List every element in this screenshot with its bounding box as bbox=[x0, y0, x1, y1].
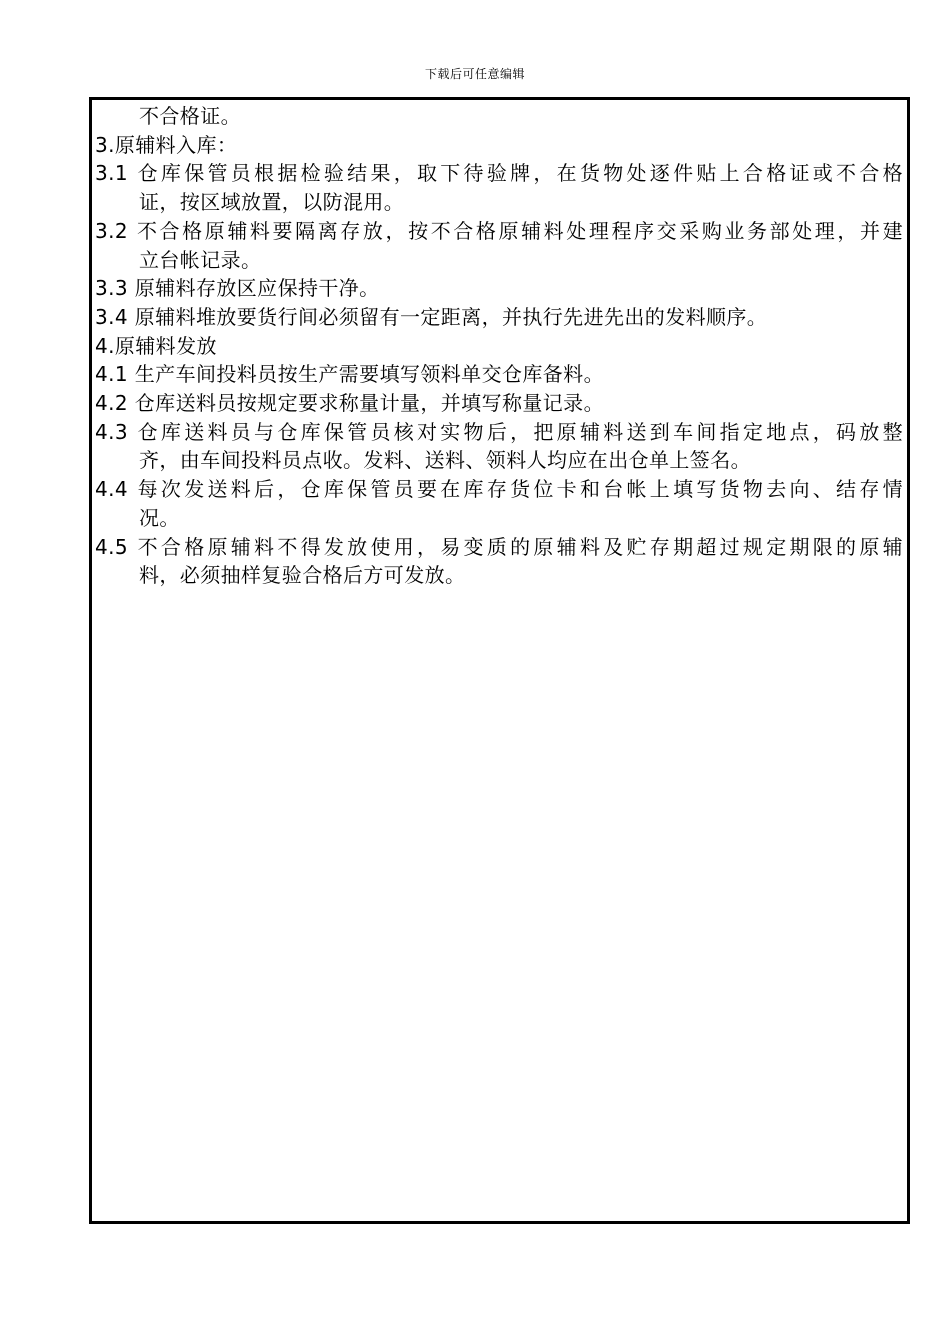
text-line: 3.4 原辅料堆放要货行间必须留有一定距离，并执行先进先出的发料顺序。 bbox=[95, 304, 768, 329]
text-line: 4.5 不合格原辅料不得发放使用，易变质的原辅料及贮存期超过规定期限的原辅 bbox=[95, 534, 903, 559]
text-line: 不合格证。 bbox=[139, 104, 241, 128]
document-body bbox=[95, 102, 903, 590]
text-line: 3.3 原辅料存放区应保持干净。 bbox=[95, 276, 380, 301]
text-line: 3.2 不合格原辅料要隔离存放，按不合格原辅料处理程序交采购业务部处理，并建 bbox=[95, 218, 903, 243]
text-line: 3.原辅料入库： bbox=[95, 132, 238, 157]
page-header: 下载后可任意编辑 bbox=[424, 67, 525, 81]
text-line: 立台帐记录。 bbox=[139, 247, 262, 272]
text-line: 齐，由车间投料员点收。发料、送料、领料人均应在出仓单上签名。 bbox=[139, 448, 751, 473]
text-line: 3.1 仓库保管员根据检验结果，取下待验牌，在货物处逐件贴上合格证或不合格 bbox=[95, 161, 903, 186]
text-line: 4.1 生产车间投料员按生产需要填写领料单交仓库备料。 bbox=[95, 362, 604, 387]
text-line: 4.2 仓库送料员按规定要求称量计量，并填写称量记录。 bbox=[95, 391, 604, 416]
content-box bbox=[89, 97, 910, 1224]
text-line: 4.原辅料发放 bbox=[95, 333, 217, 358]
text-line: 4.3 仓库送料员与仓库保管员核对实物后，把原辅料送到车间指定地点，码放整 bbox=[95, 419, 903, 444]
text-line: 证，按区域放置，以防混用。 bbox=[139, 190, 405, 215]
text-line: 况。 bbox=[139, 505, 180, 530]
text-line: 料，必须抽样复验合格后方可发放。 bbox=[139, 563, 466, 588]
text-line: 4.4 每次发送料后，仓库保管员要在库存货位卡和台帐上填写货物去向、结存情 bbox=[95, 477, 903, 502]
